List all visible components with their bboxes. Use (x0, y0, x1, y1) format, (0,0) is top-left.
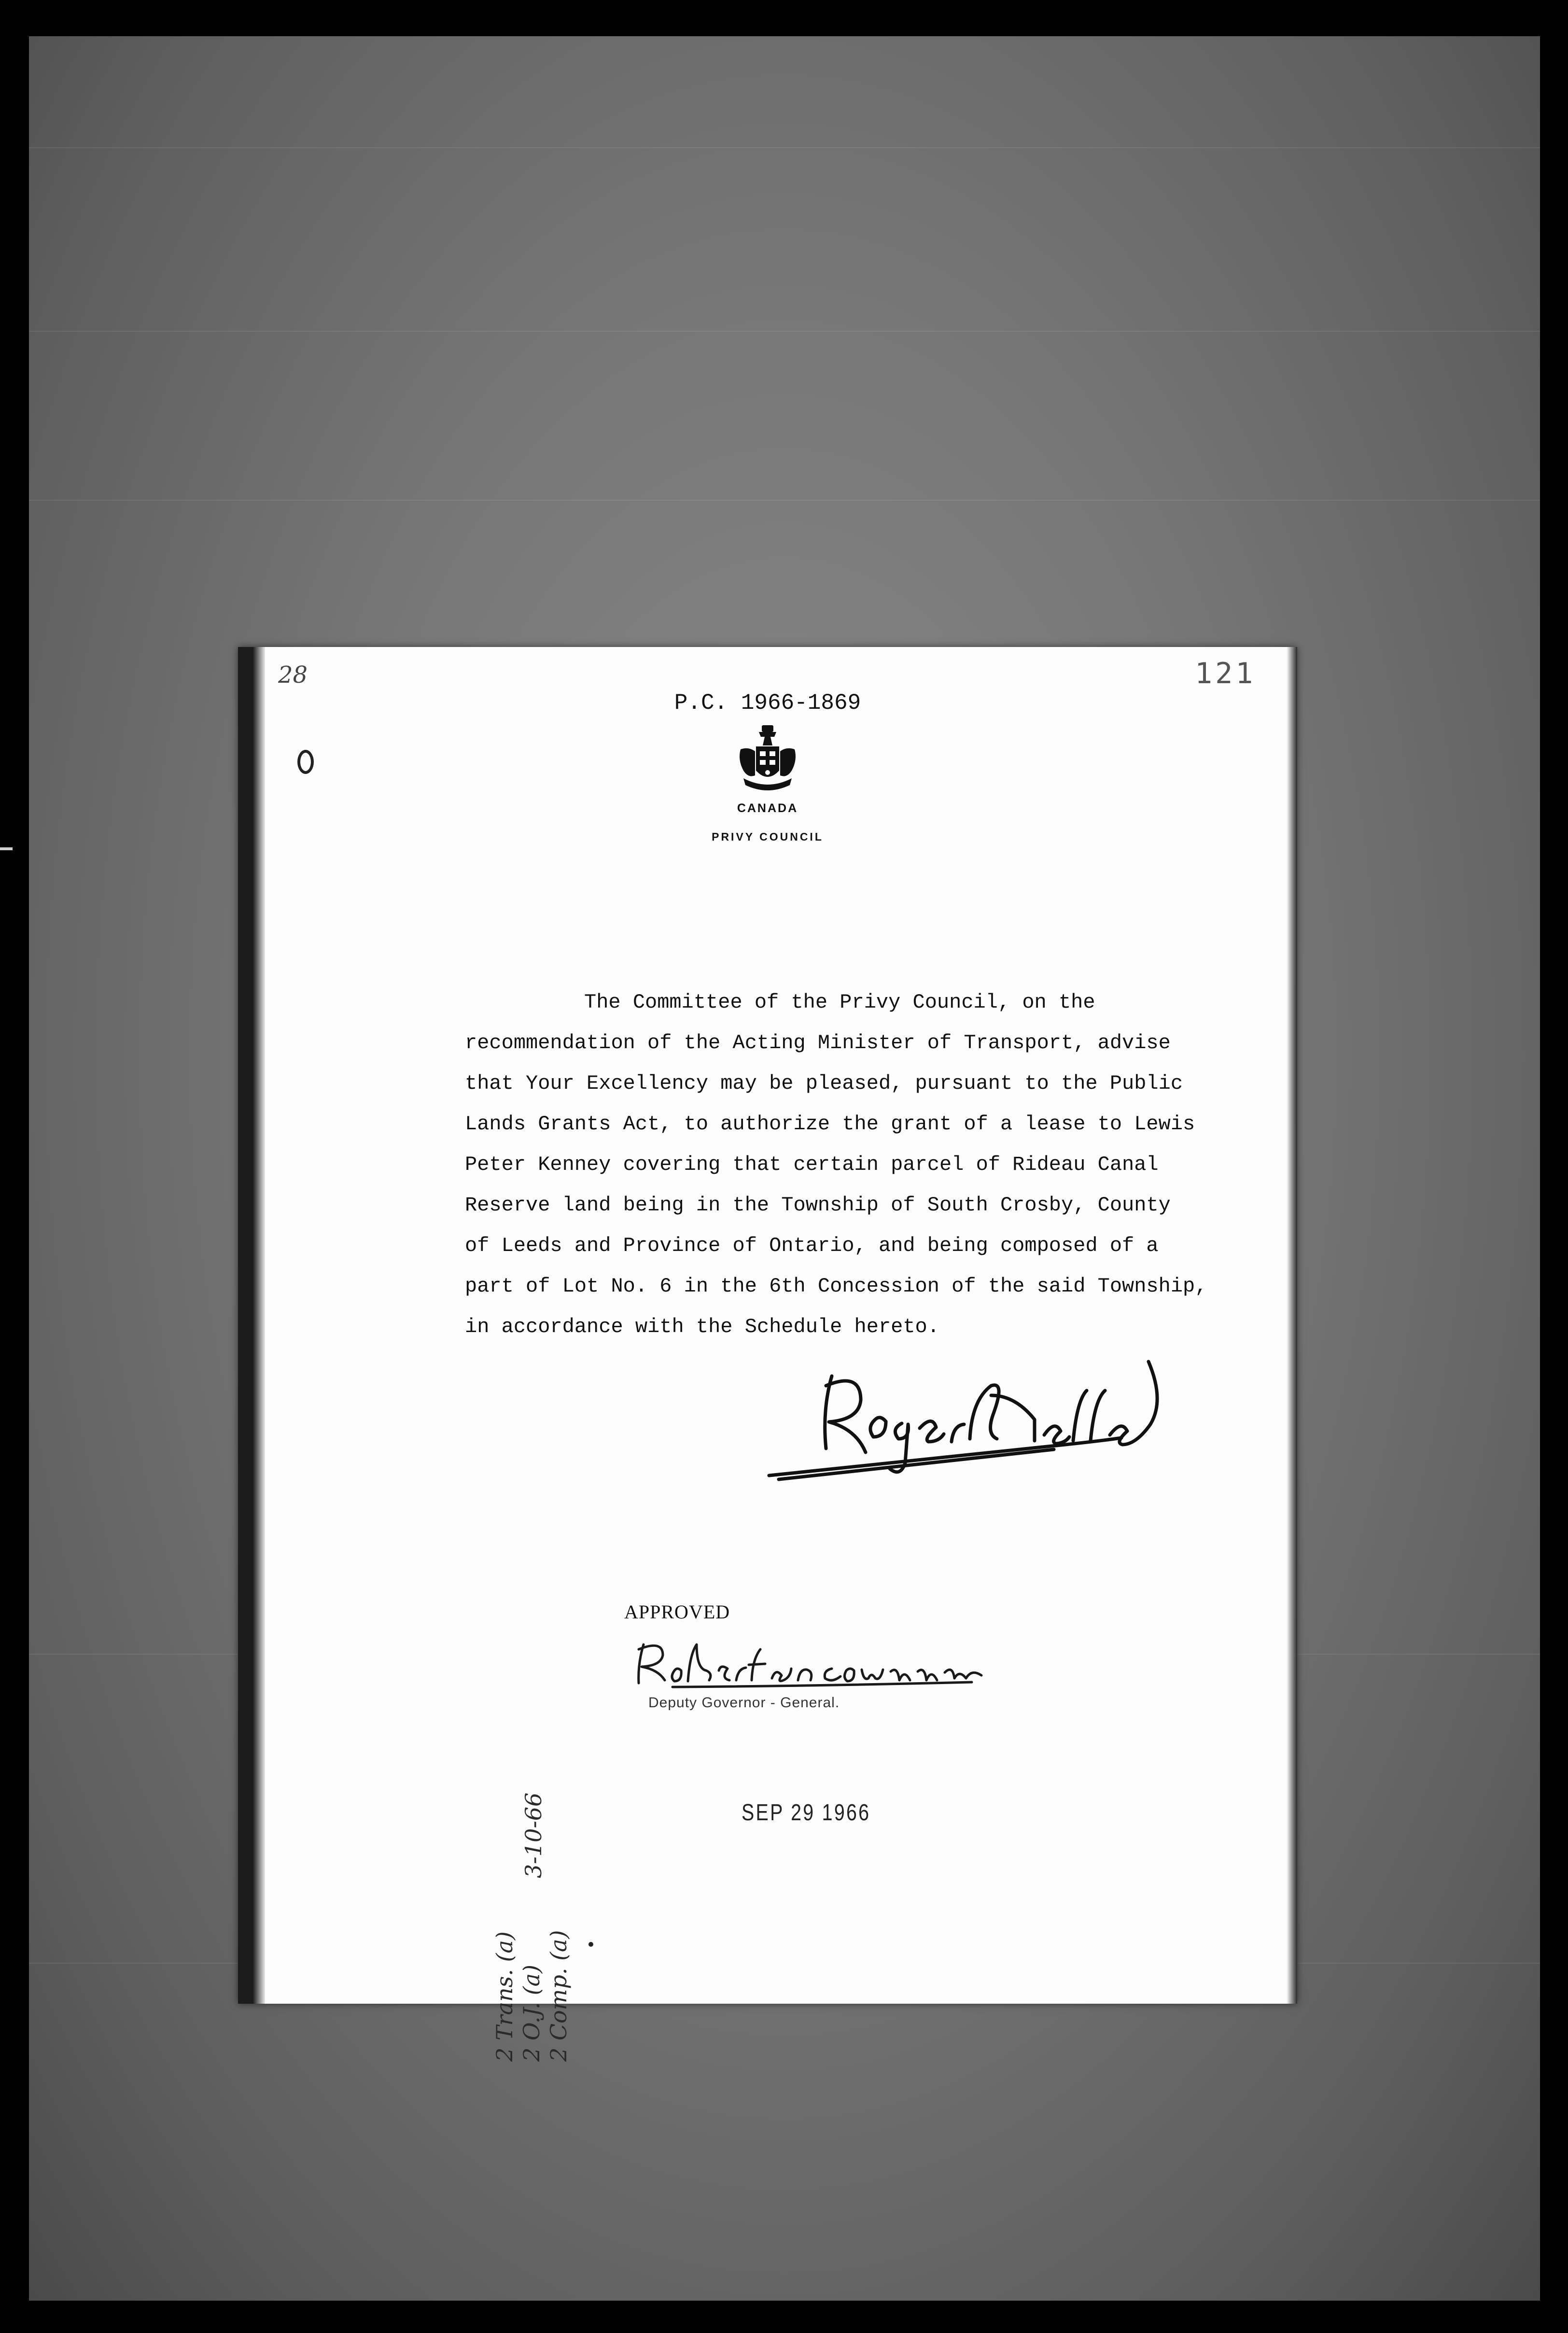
margin-note-line: 2 Comp. (a) (546, 1930, 572, 2062)
country-label: CANADA (737, 801, 798, 815)
margin-note-date: 3-10-66 (520, 1792, 546, 1878)
punch-hole (297, 750, 314, 774)
council-label: PRIVY COUNCIL (712, 830, 824, 843)
body-line: Lands Grants Act, to authorize the grant of a lease to Lewis (465, 1112, 1195, 1136)
body-line: The Committee of the Privy Council, on the (584, 991, 1095, 1014)
margin-note-line: 2 Trans. (a) (491, 1931, 518, 2062)
approved-label: APPROVED (624, 1601, 730, 1623)
body-line: in accordance with the Schedule hereto. (465, 1315, 939, 1338)
page-number-left: 28 (278, 661, 308, 689)
body-line: that Your Excellency may be pleased, pursuant to the Public (465, 1072, 1183, 1095)
body-line: recommendation of the Acting Minister of Transport, advise (465, 1031, 1171, 1054)
document-page (238, 647, 1297, 2062)
order-body (465, 982, 1257, 1347)
page-number-right: 121 (1195, 657, 1256, 690)
film-edge-mark (0, 847, 13, 850)
coat-of-arms-icon (734, 724, 801, 797)
margin-note-line: 2 O.J. (a) (518, 1965, 545, 2062)
body-line: Peter Kenney covering that certain parcel of Rideau Canal (465, 1153, 1159, 1176)
minister-signature (764, 1342, 1170, 1487)
margin-dot (588, 1942, 593, 1947)
deputy-governor-title: Deputy Governor - General. (648, 1695, 840, 1711)
body-line: part of Lot No. 6 in the 6th Concession of the said Township, (465, 1275, 1207, 1298)
body-line: of Leeds and Province of Ontario, and being composed of a (465, 1234, 1159, 1257)
date-stamp: SEP 29 1966 (742, 1800, 871, 1826)
page-shadow-left (238, 647, 265, 2004)
body-line: Reserve land being in the Township of South Crosby, County (465, 1194, 1171, 1217)
page-shadow-right (1287, 647, 1297, 2004)
deputy-signature (624, 1630, 1020, 1693)
order-number: P.C. 1966-1869 (674, 690, 861, 716)
